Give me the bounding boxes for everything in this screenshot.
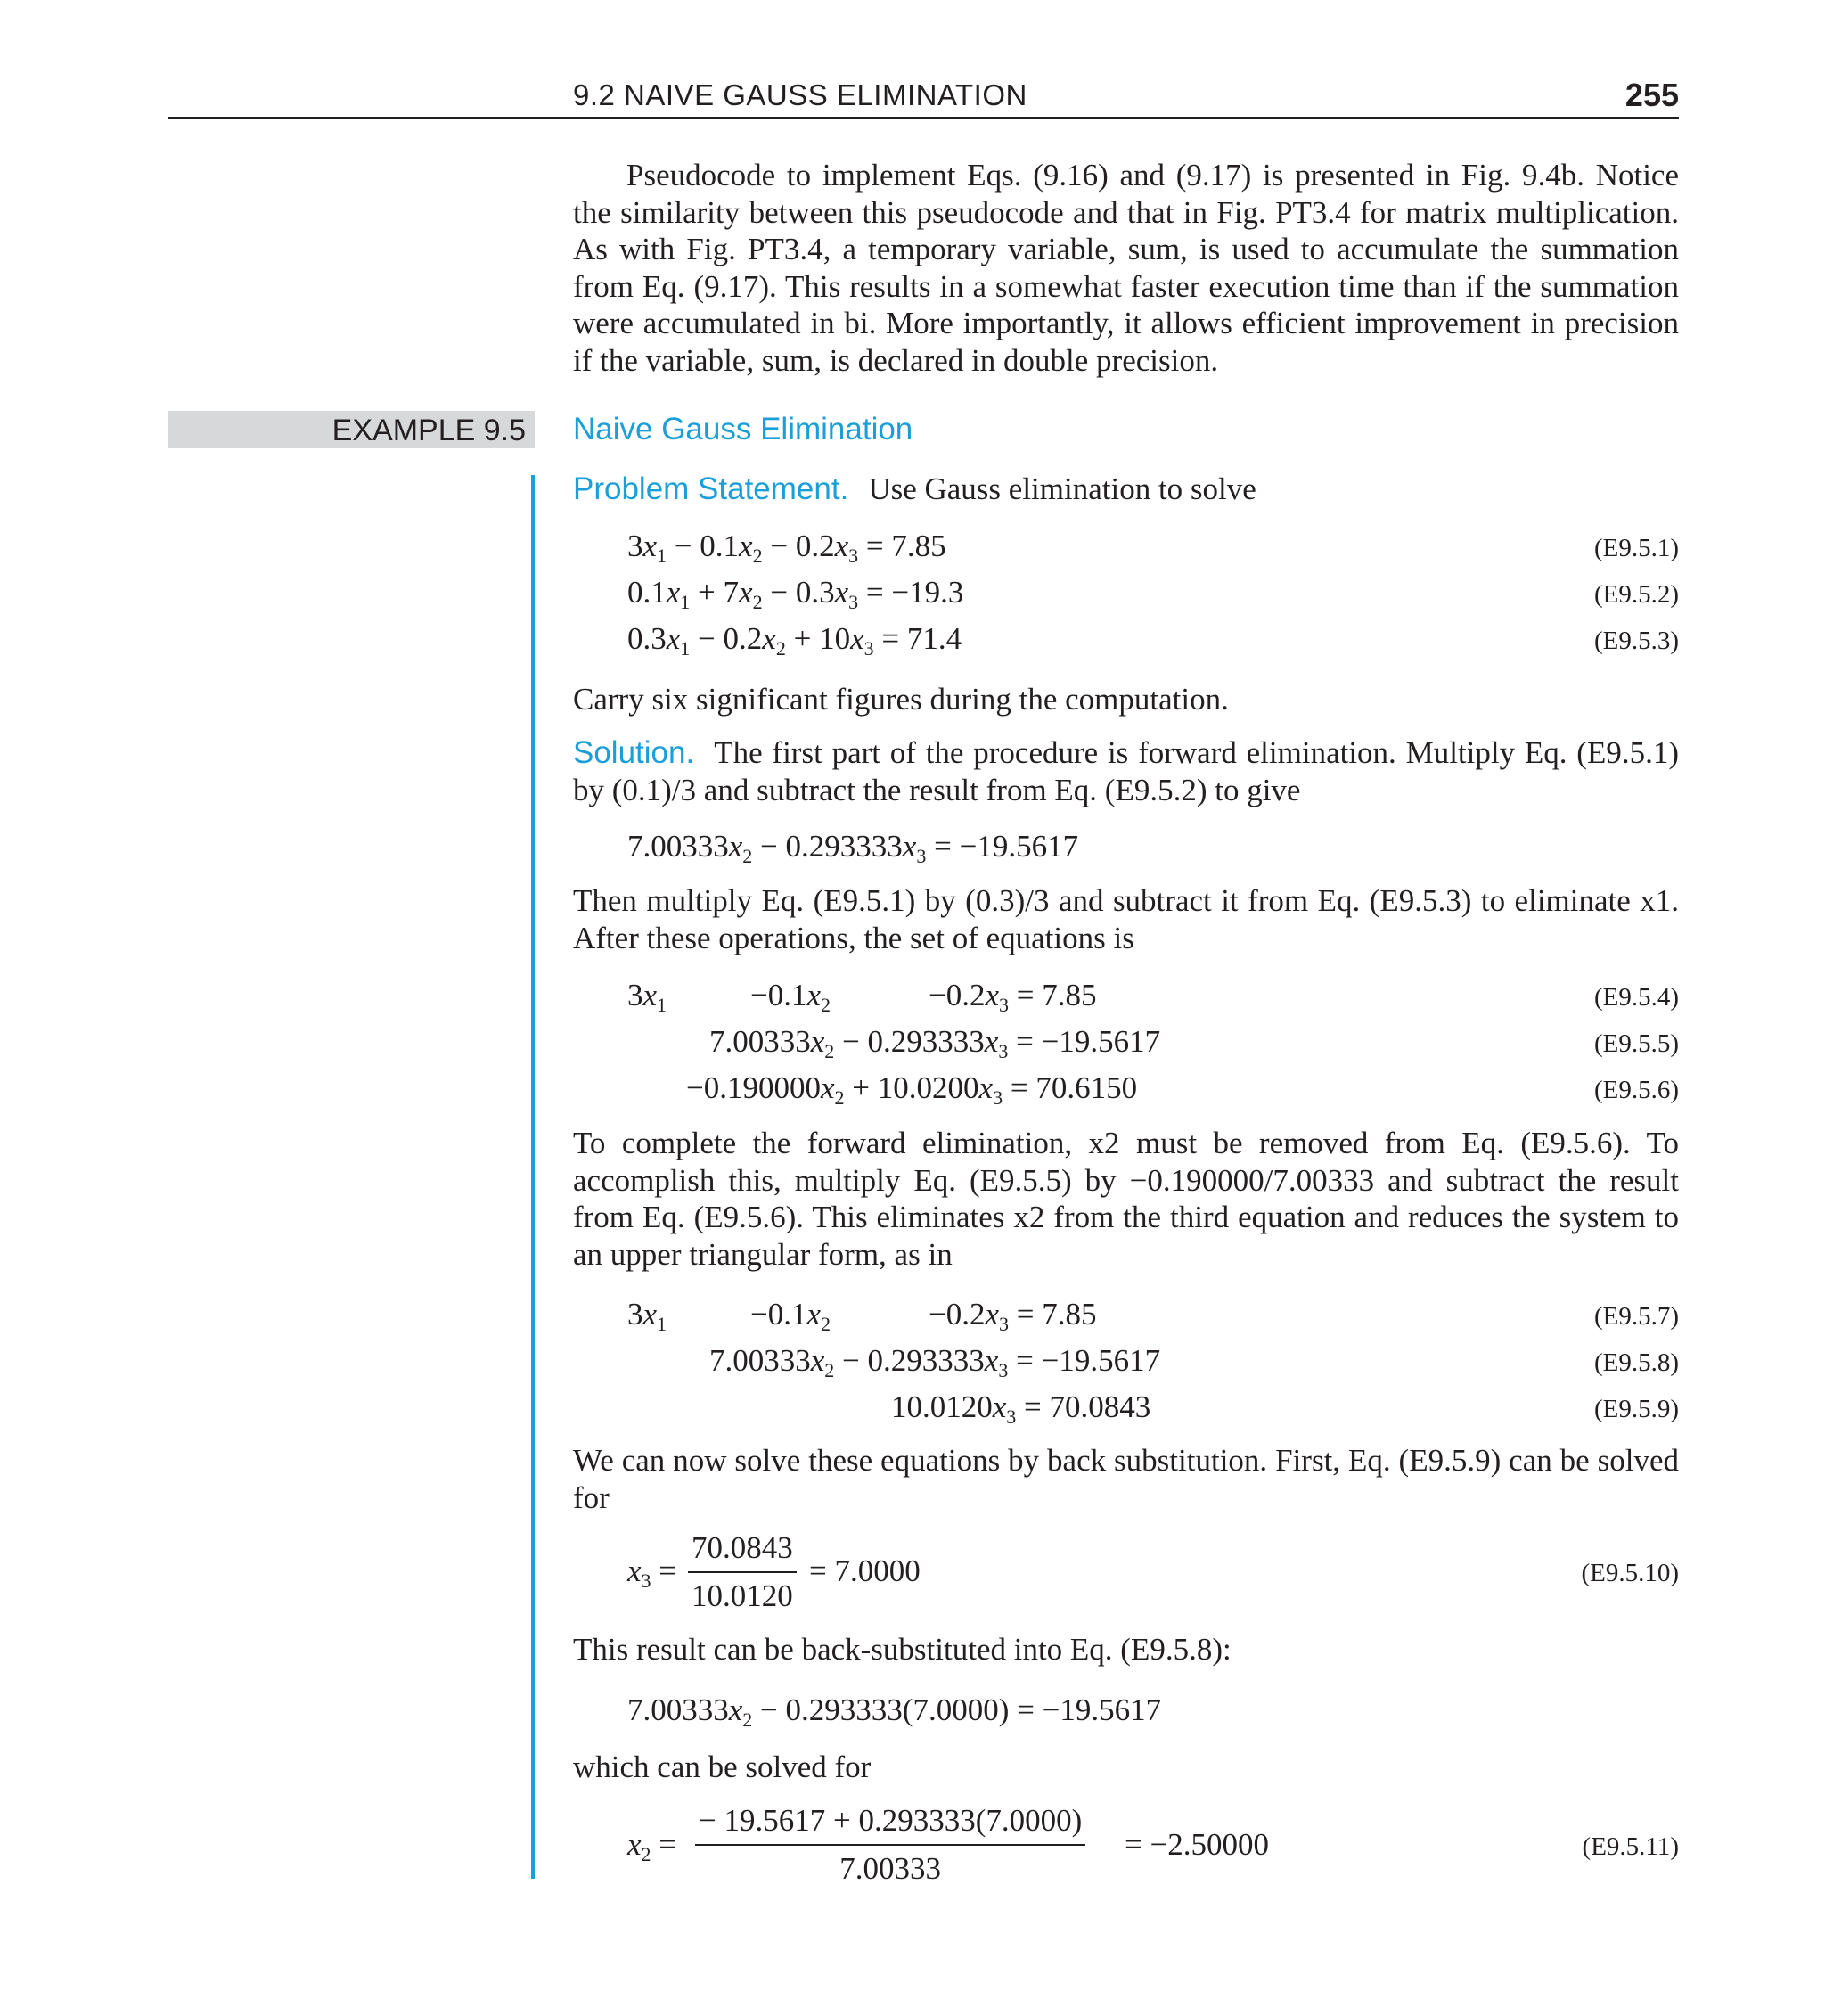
equation-e957-c3: $-0.2x_3 = 7.85$: [929, 1297, 1097, 1335]
x2-lhs: $x_2$ =: [627, 1827, 677, 1865]
equation-e952: $0.1x_1 + 7x_2 - 0.3x_3 = -19.3$: [627, 575, 964, 613]
equation-number: (E9.5.3): [1593, 627, 1679, 655]
example-title: Naive Gauss Elimination: [573, 412, 913, 447]
intro-paragraph: [573, 157, 1679, 379]
which-paragraph: which can be solved for: [573, 1750, 872, 1784]
equation-number: (E9.5.5): [1593, 1029, 1679, 1058]
x3-result: = 7.0000: [809, 1553, 921, 1588]
running-head: 9.2 NAIVE GAUSS ELIMINATION: [573, 78, 1027, 111]
x2-denominator: 7.00333: [839, 1851, 942, 1886]
x2-fraction: [695, 1803, 1085, 1887]
equation-e958: $7.00333x_2 - 0.293333x_3 = -19.5617$: [709, 1343, 1161, 1381]
header-rule: [168, 117, 1679, 119]
x3-fraction: [688, 1530, 797, 1614]
solution-paragraph: [573, 734, 1679, 808]
equation-e956: $-0.190000x_2 + 10.0200x_3 = 70.6150$: [686, 1070, 1138, 1109]
equation-e953: $0.3x_1 - 0.2x_2 + 10x_3 = 71.4$: [627, 621, 962, 660]
x3-numerator: 70.0843: [688, 1530, 797, 1573]
equation-number: (E9.5.10): [1581, 1559, 1679, 1587]
subst-equation: $7.00333x_2 - 0.293333(7.0000) = -19.5617$: [627, 1692, 1162, 1731]
solution-text: The first part of the procedure is forward elimination. Multiply Eq. (E9.5.1) by (0.1)/3 and subtract the result from Eq. (E9.5.2) to give: [573, 735, 1679, 807]
x2-result: = −2.50000: [1125, 1827, 1269, 1862]
complete-text: To complete the forward elimination, x2 must be removed from Eq. (E9.5.6). To accomplish this, multiply Eq. (E9.5.5) by −0.190000/7.00333 and subtract the result from Eq. (E9.5.6). This eliminates x2 from the third equation and reduces the system to an upper triangular form, as in: [573, 1126, 1679, 1272]
example-label: EXAMPLE 9.5: [331, 414, 526, 447]
equation-number: (E9.5.9): [1593, 1395, 1679, 1423]
equation-number: (E9.5.4): [1593, 983, 1679, 1012]
subst-paragraph: This result can be back-substituted into Eq. (E9.5.8):: [573, 1632, 1232, 1667]
equation-number: (E9.5.6): [1593, 1076, 1679, 1104]
carry-text: Carry six significant figures during the computation.: [573, 682, 1229, 717]
equation-e954-c3: $-0.2x_3 = 7.85$: [929, 978, 1097, 1016]
equation-number: (E9.5.2): [1593, 580, 1679, 609]
equation-e951: $3x_1 - 0.1x_2 - 0.2x_3 = 7.85$: [627, 529, 946, 567]
problem-text: Use Gauss elimination to solve: [868, 471, 1256, 506]
intro-text: Pseudocode to implement Eqs. (9.16) and (9.17) is presented in Fig. 9.4b. Notice the similarity between this pseudocode and that in Fig. PT3.4 for matrix multiplication. As with Fig. PT3.4, a temporary variable, sum, is used to accumulate the summation from Eq. (9.17). This results in a somewhat faster execution time than if the summation were accumulated in bi. More importantly, it allows efficient improvement in precision if the variable, sum, is declared in double precision.: [573, 158, 1679, 378]
x3-denominator: 10.0120: [692, 1578, 793, 1613]
back-text: We can now solve these equations by back substitution. First, Eq. (E9.5.9) can be solved for: [573, 1443, 1679, 1515]
page-number: 255: [1624, 77, 1679, 113]
back-paragraph: [573, 1442, 1679, 1516]
example-band: [168, 411, 535, 448]
equation-e957-c1: $3x_1$: [627, 1297, 667, 1335]
equation-number: (E9.5.7): [1593, 1302, 1679, 1331]
equation-e954-c1: $3x_1$: [627, 978, 667, 1016]
then-paragraph: [573, 882, 1679, 956]
equation-number: (E9.5.1): [1593, 534, 1679, 562]
equation-number: (E9.5.11): [1582, 1832, 1679, 1861]
solution-heading: Solution.: [573, 735, 695, 770]
equation-e955: $7.00333x_2 - 0.293333x_3 = -19.5617$: [709, 1024, 1161, 1062]
then-text: Then multiply Eq. (E9.5.1) by (0.3)/3 and subtract it from Eq. (E9.5.3) to eliminate x1. After these operations, the set of equations is: [573, 883, 1679, 955]
equation-e957-c2: $-0.1x_2$: [750, 1297, 831, 1335]
complete-paragraph: [573, 1125, 1679, 1273]
x3-lhs: $x_3$ =: [627, 1553, 677, 1592]
equation-step1: $7.00333x_2 - 0.293333x_3 = -19.5617$: [627, 829, 1079, 867]
equation-number: (E9.5.8): [1593, 1348, 1679, 1377]
equation-e959: $10.0120x_3 = 70.0843$: [891, 1389, 1151, 1428]
x2-numerator: − 19.5617 + 0.293333(7.0000): [695, 1803, 1085, 1846]
problem-heading: Problem Statement.: [573, 471, 849, 506]
example-side-bar: [531, 475, 535, 1879]
problem-statement: [573, 471, 1679, 508]
equation-e954-c2: $-0.1x_2$: [750, 978, 831, 1016]
